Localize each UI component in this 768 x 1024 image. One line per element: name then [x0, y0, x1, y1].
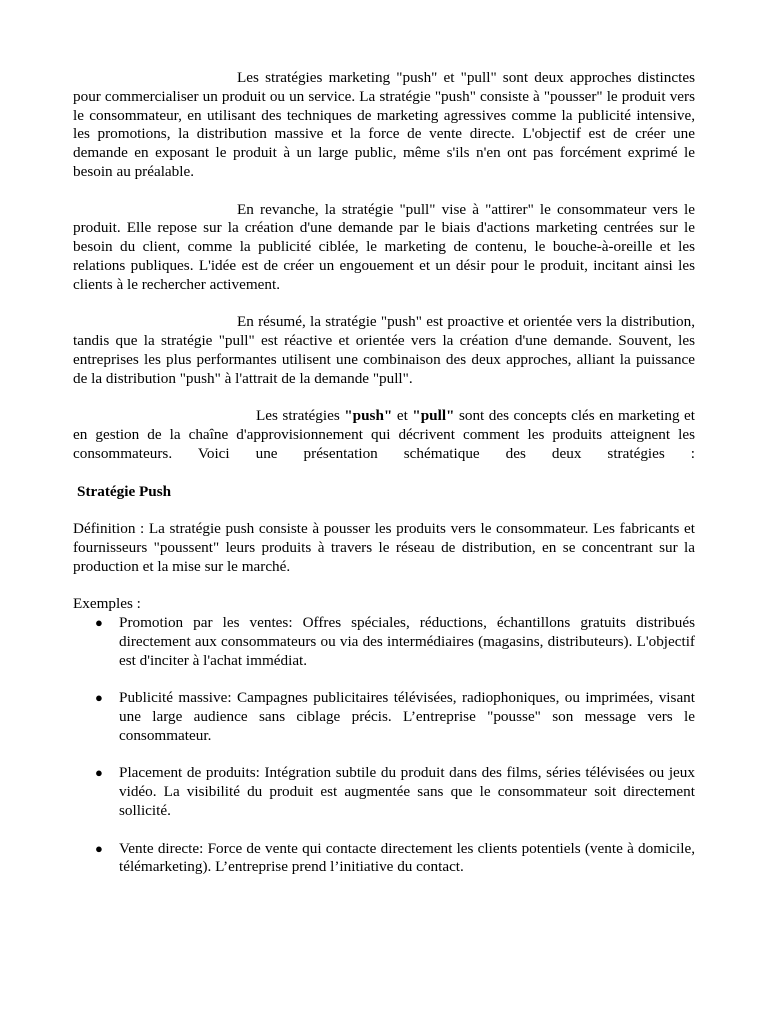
bullet-icon: ● [95, 615, 103, 631]
list-item [73, 764, 695, 820]
paragraph-gap [73, 389, 695, 408]
paragraph-pull-strategy: En revanche, la stratégie "pull" vise à "attirer" le consommateur vers le produit. Elle repose sur la création d'une demande par le biais d'actions marketing centrées sur le besoin du client, comme la publicité ciblée, le marketing de contenu, le bouche-à-oreille et les relations publiques. L'idée est de créer un engouement et un désir pour le produit, incitant ainsi les clients à le rechercher activement. [73, 200, 695, 293]
list-item-text: Placement de produits: Intégration subtile du produit dans des films, séries télévisées ou jeux vidéo. La visibilité du produit est augmentée sans que le consommateur soit directement sollicité. [119, 764, 695, 820]
paragraph-gap [73, 464, 695, 483]
pull-keyword: "pull" [412, 407, 455, 425]
push-keyword: "push" [344, 407, 393, 425]
list-item-text: Promotion par les ventes: Offres spéciales, réductions, échantillons gratuits distribués directement aux consommateurs ou via des intermédiaires (magasins, distributeurs). L'objectif est d'inciter à l'achat immédiat. [119, 614, 695, 669]
list-item [73, 614, 695, 670]
paragraph-gap [73, 577, 695, 596]
definition-paragraph: Définition : La stratégie push consiste à pousser les produits vers le consommateur. Les fabricants et fournisseurs "poussent" leurs produits à travers le réseau de distribution, en se concentrant sur la production et la mise sur le marché. [73, 520, 695, 575]
bullet-icon: ● [95, 765, 103, 781]
paragraph-concepts [73, 407, 695, 463]
concepts-text-and: et [392, 407, 413, 425]
concepts-text-end: sont des concepts clés en marketing et en gestion de la chaîne d'approvisionnement qui décrivent comment les produits atteignent les consommateurs. Voici une présentation schématique des deux stratégies : [73, 407, 695, 462]
list-item [73, 840, 695, 878]
examples-label: Exemples : [73, 595, 141, 613]
examples-list [73, 614, 695, 877]
list-gap [73, 671, 695, 690]
list-item-text: Publicité massive: Campagnes publicitaires télévisées, radiophoniques, ou imprimées, visant une large audience sans ciblage précis. L’entreprise "pousse" son message vers le consommateur. [119, 689, 695, 744]
paragraph-gap [73, 501, 695, 520]
list-item-text: Vente directe: Force de vente qui contacte directement les clients potentiels (vente à domicile, télémarketing). L’entreprise prend l’initiative du contact. [119, 839, 695, 876]
paragraph-push-pull-intro: Les stratégies marketing "push" et "pull" sont deux approches distinctes pour commercialiser un produit ou un service. La stratégie "push" consiste à "pousser" le produit vers le consommateur, en utilisant des techniques de marketing agressives comme la publicité intensive, les promotions, la distribution massive et la force de vente directe. L'objectif est de créer une demande en exposant le produit à un large public, même s'ils n'en ont pas forcément exprimé le besoin au préalable. [73, 69, 695, 180]
list-gap [73, 821, 695, 840]
paragraph-gap [73, 182, 695, 201]
bullet-icon: ● [95, 690, 103, 706]
section-heading: Stratégie Push [77, 482, 172, 500]
paragraph-gap [73, 295, 695, 314]
concepts-text-start: Les stratégies [256, 407, 345, 425]
list-item [73, 689, 695, 745]
bullet-icon: ● [95, 840, 103, 856]
paragraph-summary: En résumé, la stratégie "push" est proactive et orientée vers la distribution, tandis que la stratégie "pull" est réactive et orientée vers la création d'une demande. Souvent, les entreprises les plus performantes utilisent une combinaison des deux approches, alliant la puissance de la distribution "push" à l'attrait de la demande "pull". [73, 313, 695, 387]
list-gap [73, 746, 695, 765]
document-body [73, 69, 695, 877]
